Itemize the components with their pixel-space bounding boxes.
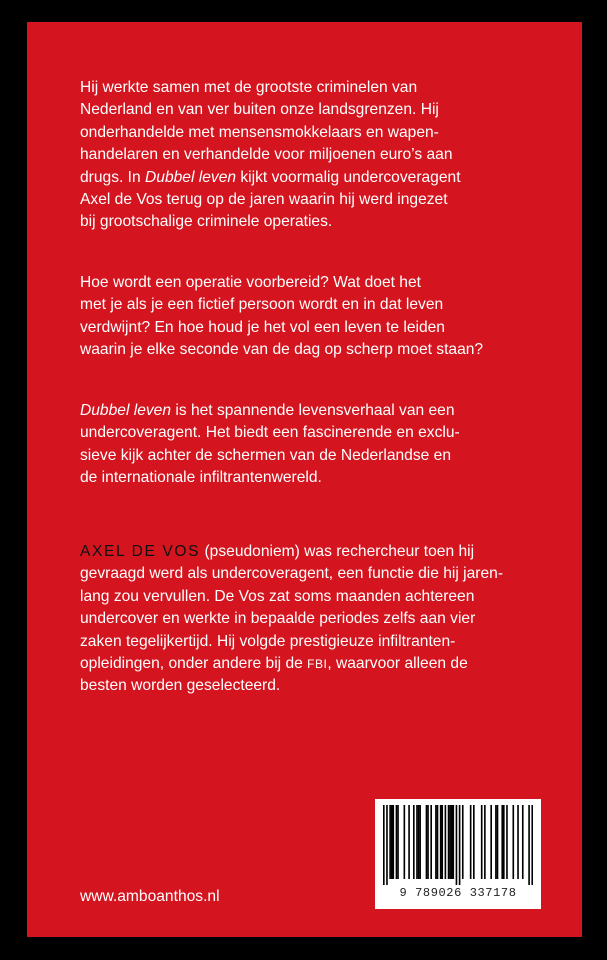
blurb-paragraph-3 <box>80 400 560 490</box>
barcode-bar <box>470 805 472 879</box>
blurb-paragraph-1 <box>80 77 560 234</box>
blurb-line <box>80 400 560 422</box>
barcode-bar <box>441 805 443 879</box>
bio-line: undercover en werkte in bepaalde periodes zelfs aan vier <box>80 610 476 628</box>
book-title: Dubbel leven <box>80 402 172 419</box>
barcode-bar <box>396 805 398 879</box>
author-name: AXEL DE VOS <box>80 543 201 560</box>
bio-text: opleidingen, onder andere bij de <box>80 655 308 673</box>
barcode-bar <box>426 805 428 879</box>
barcode-bar <box>389 805 391 879</box>
barcode-bar <box>495 805 497 879</box>
blurb-text: kijkt voormalig undercoveragent <box>236 168 461 186</box>
barcode-bar <box>416 805 418 879</box>
blurb-line <box>80 167 560 189</box>
blurb-text: drugs. In <box>80 168 146 186</box>
barcode-bar <box>392 805 394 879</box>
blurb-line: Hij werkte samen met de grootste criminelen van <box>80 79 418 96</box>
barcode-bars <box>383 805 533 885</box>
barcode-bar <box>517 805 519 879</box>
blurb-line: met je als je een fictief persoon wordt en in dat leven <box>80 296 444 314</box>
bio-line: zaken tegelijkertijd. Hij volgde prestigieuze infiltranten- <box>80 632 456 650</box>
bio-line: besten worden geselecteerd. <box>80 677 281 695</box>
blurb-line: de internationale infiltrantenwereld. <box>80 469 322 487</box>
barcode-bar <box>445 805 447 879</box>
blurb-line: bij grootschalige criminele operaties. <box>80 213 333 231</box>
blurb-line: handelaren en verhandelde voor miljoenen euro’s aan <box>80 146 453 164</box>
blurb-line: Nederland en van ver buiten onze landsgrenzen. Hij <box>80 101 439 119</box>
barcode-bar <box>440 805 442 879</box>
bio-line <box>80 541 560 563</box>
barcode-bar <box>397 805 399 879</box>
barcode-bar <box>383 805 385 885</box>
fbi-abbreviation: FBI <box>307 657 328 672</box>
barcode-bar <box>506 805 508 879</box>
barcode-bar <box>404 805 406 879</box>
barcode-bar <box>456 805 458 885</box>
barcode-bar <box>386 805 388 885</box>
author-bio <box>80 541 560 698</box>
barcode-bar <box>391 805 393 879</box>
barcode-bar <box>484 805 486 879</box>
barcode-bar <box>448 805 450 879</box>
barcode-bar <box>451 805 453 879</box>
blurb-line: undercoveragent. Het biedt een fascinerende en exclu- <box>80 424 460 442</box>
bio-text: (pseudoniem) was rechercheur toen hij <box>200 543 475 560</box>
barcode-bar <box>528 805 530 885</box>
blurb-line: onderhandelde met mensensmokkelaars en wapen- <box>80 123 439 141</box>
publisher-website[interactable]: www.amboanthos.nl <box>80 888 220 905</box>
barcode-bar <box>452 805 454 879</box>
barcode-bar <box>437 805 439 879</box>
barcode-bar <box>503 805 505 879</box>
barcode-bar <box>419 805 421 879</box>
book-title: Dubbel leven <box>145 168 237 186</box>
bio-line <box>80 653 560 675</box>
barcode-digits: 9 789026 337178 <box>399 886 517 900</box>
barcode-bar <box>497 805 499 879</box>
barcode-bar <box>473 805 475 879</box>
barcode-bar <box>408 805 410 879</box>
barcode-bar <box>462 805 464 879</box>
blurb-line: sieve kijk achter de schermen van de Nederlandse en <box>80 446 451 464</box>
barcode-bar <box>418 805 420 879</box>
blurb-line: Axel de Vos terug op de jaren waarin hij werd ingezet <box>80 191 448 209</box>
blurb-paragraph-2 <box>80 272 560 362</box>
barcode-bar <box>481 805 483 879</box>
barcode-bar <box>413 805 415 879</box>
barcode-bar <box>449 805 451 879</box>
barcode-bar <box>512 805 514 879</box>
barcode-bar <box>430 805 432 879</box>
barcode-bar <box>459 805 461 885</box>
bio-text: , waarvoor alleen de <box>327 655 468 673</box>
blurb-line: waarin je elke seconde van de dag op scherp moet staan? <box>80 341 484 359</box>
barcode-bar <box>531 805 533 885</box>
bio-line: lang zou vervullen. De Vos zat soms maanden achtereen <box>80 587 475 605</box>
barcode-bar <box>435 805 437 879</box>
barcode-bar <box>427 805 429 879</box>
barcode-bar <box>522 805 524 879</box>
blurb-text: is het spannende levensverhaal van een <box>171 402 455 419</box>
barcode-bar <box>501 805 503 879</box>
isbn-barcode <box>375 799 541 909</box>
barcode-bar <box>490 805 492 879</box>
blurb-line: verdwijnt? En hoe houd je het vol een leven te leiden <box>80 318 445 336</box>
bio-line: gevraagd werd als undercoveragent, een functie die hij jaren- <box>80 565 504 583</box>
blurb-line: Hoe wordt een operatie voorbereid? Wat doet het <box>80 274 421 291</box>
